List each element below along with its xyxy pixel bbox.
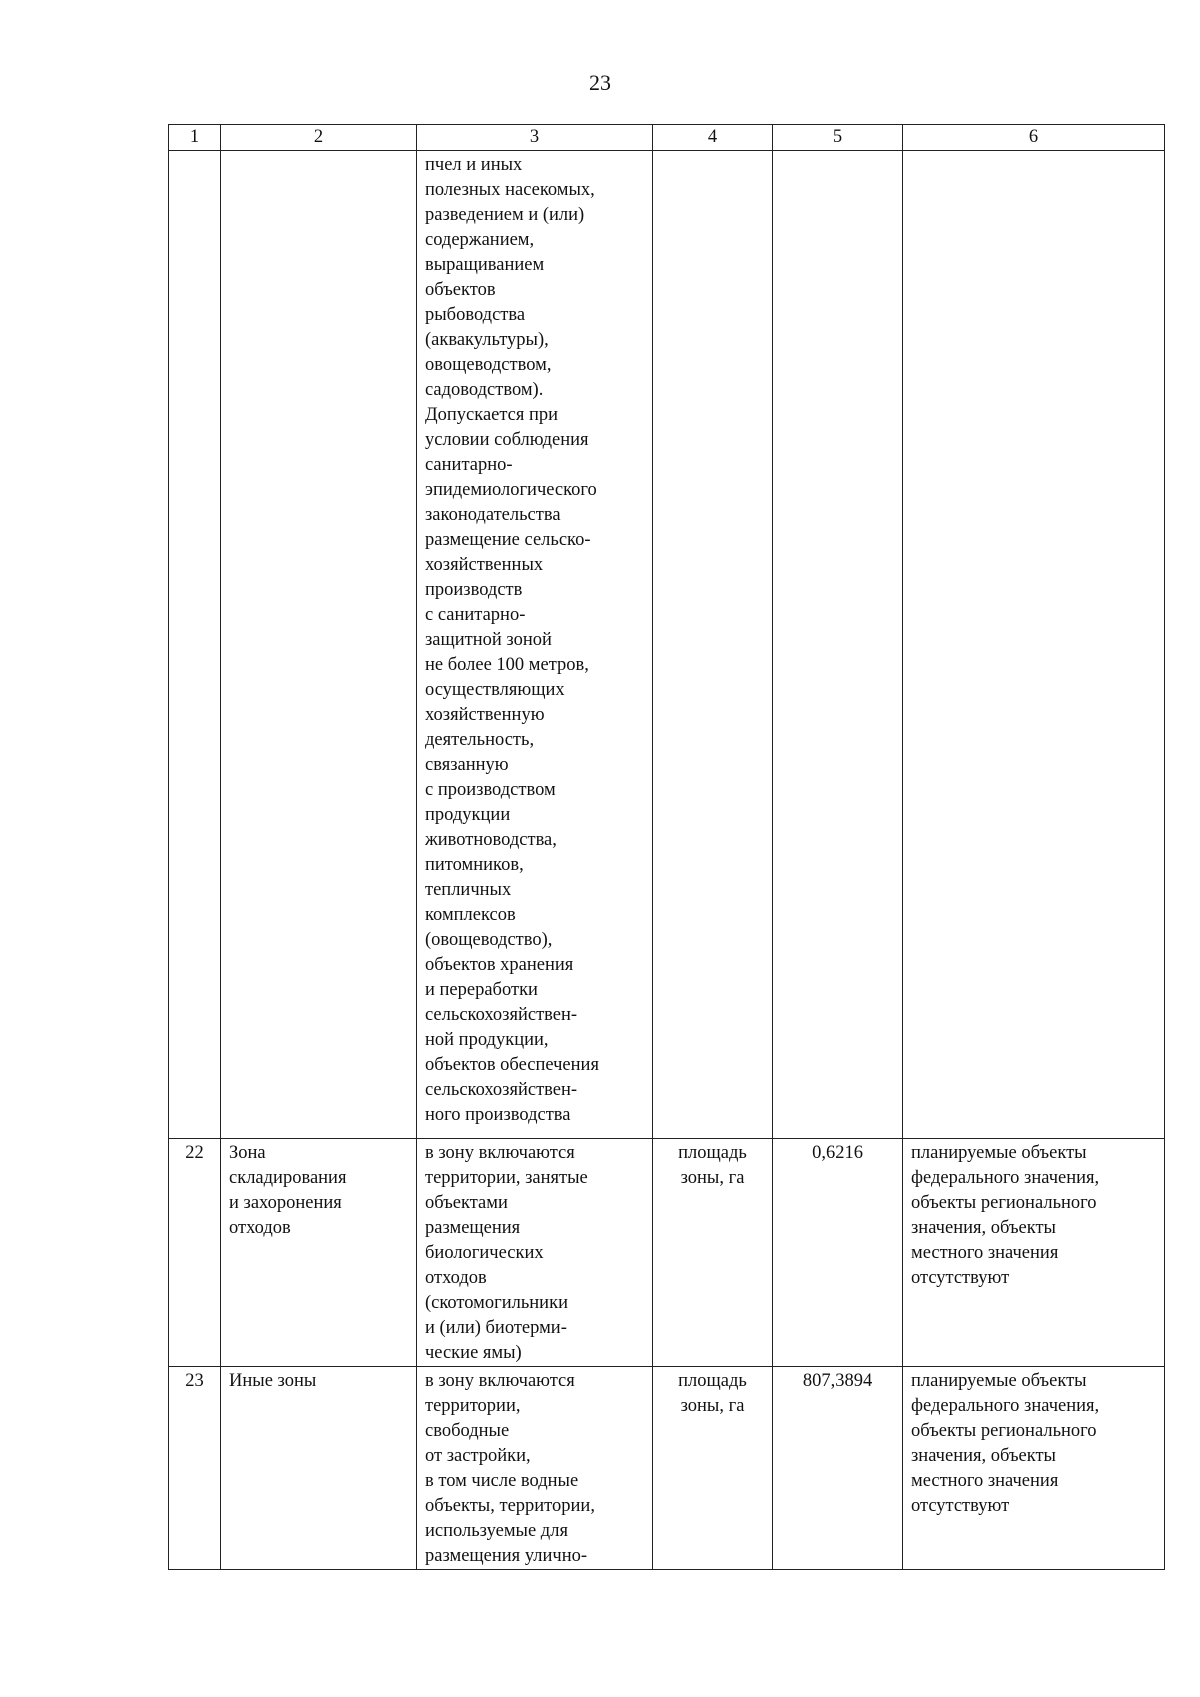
text-line: федерального значения,: [911, 1168, 1100, 1188]
text-line: ческие ямы): [425, 1343, 522, 1363]
text-line: (скотомогильники: [425, 1293, 568, 1313]
text-line: территории, занятые: [425, 1168, 588, 1188]
cell-zone: [221, 1367, 417, 1570]
text-line: объектов обеспечения: [425, 1055, 599, 1075]
zone-lines: [229, 1369, 408, 1394]
description-lines: [425, 153, 644, 1128]
text-line: отсутствуют: [911, 1496, 1010, 1516]
text-line: размещения улично-: [425, 1546, 588, 1566]
cell-value: [773, 151, 903, 1139]
description-lines: [425, 1141, 644, 1366]
text-line: Допускается при: [425, 405, 559, 425]
text-line: отсутствуют: [911, 1268, 1010, 1288]
text-line: местного значения: [911, 1471, 1059, 1491]
table-row: [169, 1139, 1165, 1367]
text-line: животноводства,: [425, 830, 557, 850]
text-line: полезных насекомых,: [425, 180, 595, 200]
text-line: продукции: [425, 805, 511, 825]
cell-value: 807,3894: [773, 1367, 903, 1570]
indicator-lines: [661, 1141, 764, 1191]
text-line: выращиванием: [425, 255, 545, 275]
objects-lines: [911, 1369, 1156, 1519]
text-line: размещения: [425, 1218, 521, 1238]
text-line: свободные: [425, 1421, 510, 1441]
text-line: защитной зоной: [425, 630, 552, 650]
text-line: и захоронения: [229, 1193, 342, 1213]
text-line: планируемые объекты: [911, 1371, 1087, 1391]
text-line: федерального значения,: [911, 1396, 1100, 1416]
text-line: зоны, га: [680, 1168, 745, 1188]
objects-lines: [911, 1141, 1156, 1291]
column-header-2: 2: [221, 125, 417, 151]
cell-value: 0,6216: [773, 1139, 903, 1367]
description-lines: [425, 1369, 644, 1569]
text-line: деятельность,: [425, 730, 535, 750]
text-line: ного производства: [425, 1105, 571, 1125]
cell-number: [169, 151, 221, 1139]
text-line: Иные зоны: [229, 1371, 317, 1391]
text-line: эпидемиологического: [425, 480, 597, 500]
text-line: сельскохозяйствен-: [425, 1005, 578, 1025]
cell-objects: [903, 1139, 1165, 1367]
text-line: объектов хранения: [425, 955, 574, 975]
cell-description: [417, 1367, 653, 1570]
text-line: комплексов: [425, 905, 516, 925]
text-line: разведением и (или): [425, 205, 585, 225]
text-line: значения, объекты: [911, 1218, 1056, 1238]
text-line: и (или) биотерми-: [425, 1318, 567, 1338]
text-line: ной продукции,: [425, 1030, 549, 1050]
cell-number: 23: [169, 1367, 221, 1570]
text-line: отходов: [425, 1268, 487, 1288]
text-line: территории,: [425, 1396, 521, 1416]
text-line: Зона: [229, 1143, 266, 1163]
text-line: законодательства: [425, 505, 561, 525]
text-line: местного значения: [911, 1243, 1059, 1263]
text-line: в зону включаются: [425, 1143, 575, 1163]
indicator-lines: [661, 1369, 764, 1419]
cell-zone: [221, 151, 417, 1139]
text-line: объекты, территории,: [425, 1496, 595, 1516]
text-line: площадь: [678, 1371, 747, 1391]
text-line: условии соблюдения: [425, 430, 589, 450]
table-row-continuation: [169, 151, 1165, 1139]
column-header-1: 1: [169, 125, 221, 151]
text-line: объекты регионального: [911, 1193, 1097, 1213]
column-header-4: 4: [653, 125, 773, 151]
text-line: объектов: [425, 280, 496, 300]
text-line: складирования: [229, 1168, 347, 1188]
cell-zone: [221, 1139, 417, 1367]
text-line: от застройки,: [425, 1446, 531, 1466]
cell-indicator: [653, 151, 773, 1139]
table-row: [169, 1367, 1165, 1570]
cell-description: [417, 151, 653, 1139]
text-line: содержанием,: [425, 230, 535, 250]
text-line: овощеводством,: [425, 355, 552, 375]
column-header-3: 3: [417, 125, 653, 151]
text-line: хозяйственную: [425, 705, 545, 725]
zone-lines: [229, 1141, 408, 1241]
cell-indicator: [653, 1139, 773, 1367]
text-line: осуществляющих: [425, 680, 565, 700]
text-line: сельскохозяйствен-: [425, 1080, 578, 1100]
text-line: объекты регионального: [911, 1421, 1097, 1441]
column-header-5: 5: [773, 125, 903, 151]
cell-objects: [903, 1367, 1165, 1570]
text-line: отходов: [229, 1218, 291, 1238]
text-line: с производством: [425, 780, 556, 800]
cell-number: 22: [169, 1139, 221, 1367]
table-header-row: [169, 125, 1165, 151]
text-line: и переработки: [425, 980, 538, 1000]
text-line: производств: [425, 580, 523, 600]
text-line: (аквакультуры),: [425, 330, 549, 350]
text-line: рыбоводства: [425, 305, 526, 325]
text-line: тепличных: [425, 880, 512, 900]
text-line: значения, объекты: [911, 1446, 1056, 1466]
text-line: планируемые объекты: [911, 1143, 1087, 1163]
text-line: садоводством).: [425, 380, 544, 400]
page-number: 23: [589, 70, 611, 95]
text-line: в зону включаются: [425, 1371, 575, 1391]
text-line: хозяйственных: [425, 555, 544, 575]
text-line: площадь: [678, 1143, 747, 1163]
text-line: санитарно-: [425, 455, 513, 475]
text-line: объектами: [425, 1193, 508, 1213]
text-line: в том числе водные: [425, 1471, 579, 1491]
text-line: с санитарно-: [425, 605, 526, 625]
text-line: не более 100 метров,: [425, 655, 589, 675]
text-line: пчел и иных: [425, 155, 523, 175]
text-line: используемые для: [425, 1521, 568, 1541]
column-header-6: 6: [903, 125, 1165, 151]
text-line: биологических: [425, 1243, 544, 1263]
cell-objects: [903, 151, 1165, 1139]
text-line: питомников,: [425, 855, 524, 875]
text-line: размещение сельско-: [425, 530, 591, 550]
cell-description: [417, 1139, 653, 1367]
text-line: (овощеводство),: [425, 930, 553, 950]
zones-table: [168, 124, 1165, 1570]
text-line: зоны, га: [680, 1396, 745, 1416]
text-line: связанную: [425, 755, 509, 775]
cell-indicator: [653, 1367, 773, 1570]
